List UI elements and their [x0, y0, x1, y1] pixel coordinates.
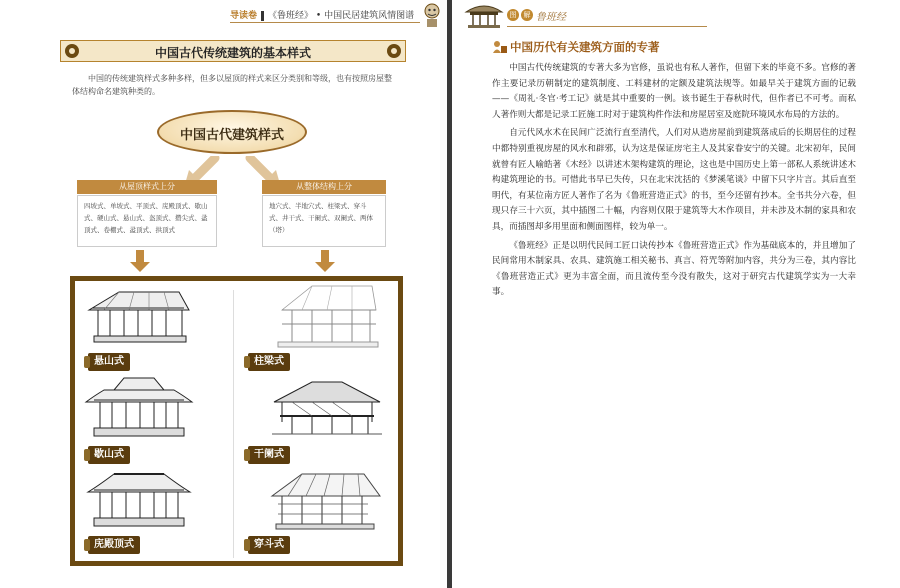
section-bullet-icon — [492, 40, 508, 54]
down-arrow-icon — [313, 250, 337, 274]
down-arrow-icon — [128, 250, 152, 274]
header-rule — [230, 22, 420, 23]
intro-text: 中国的传统建筑样式多种多样，但多以屋顶的样式来区分类别和等级，也有按照房屋整体结构命名建筑种类的。 — [72, 74, 392, 96]
header-badge-jie: 解 — [521, 9, 533, 21]
center-label: 中国古代建筑样式 — [179, 128, 284, 143]
label-xieshan: 歇山式 — [88, 446, 130, 464]
panel-divider — [233, 290, 234, 558]
wudian-building-icon — [84, 468, 194, 533]
lion-ornament-icon — [422, 2, 442, 28]
figure-title-bar — [60, 40, 406, 62]
section-title: 中国历代有关建筑方面的专著 — [510, 40, 660, 54]
header-badge-tu: 图 — [507, 9, 519, 21]
label-wudian: 庑殿顶式 — [88, 536, 140, 554]
right-page — [452, 0, 900, 588]
label-zhuliang: 柱梁式 — [248, 353, 290, 371]
category-structure-label: 从整体结构上分 — [262, 180, 386, 194]
category-structure-items: 地穴式、半地穴式、柱梁式、穿斗式、井干式、干阑式、双阑式、两体（塔） — [262, 195, 386, 247]
header-subtitle: 中国民居建筑风情图谱 — [324, 11, 415, 21]
running-header: 导读卷 《鲁班经》 • 中国民居建筑风情图谱 — [230, 11, 415, 21]
figure-title: 中国古代传统建筑的基本样式 — [154, 46, 311, 60]
paragraph: 《鲁班经》正是以明代民间工匠口诀传抄本《鲁班营造正式》作为基础底本的，并且增加了民间常用木制家具、农具、建筑施工相关秘书、真言、符咒等附加内容，共分为三卷，其内容比《鲁班营造正式》更为丰富全面，而且流传至今没有散失，这对于研究古代建筑学实为一大幸事。 — [492, 240, 856, 298]
corner-ornament-icon — [385, 42, 403, 60]
ganlan-building-icon — [272, 378, 382, 438]
label-xuanshan: 悬山式 — [88, 353, 130, 371]
label-chuandou: 穿斗式 — [248, 536, 290, 554]
xieshan-building-icon — [84, 376, 194, 441]
zhuliang-building-icon — [272, 282, 382, 350]
header-subtitle: 鲁班经 — [536, 12, 566, 23]
pavilion-ornament-icon — [464, 2, 504, 28]
header-divider — [261, 11, 264, 21]
body-text — [492, 61, 856, 304]
label-ganlan: 干阑式 — [248, 446, 290, 464]
center-oval — [157, 110, 307, 154]
paragraph: 中国古代传统建筑的专著大多为官修，虽说也有私人著作，但留下来的毕竟不多。官修的著作主要记录历朝制定的建筑制度、工料建材的定额及建筑法规等。如最早关于建筑方面的记载——《周礼·冬官·考工记》就是其中重要的一例。该书诞生于春秋时代，但作者已不可考。而私人著作则大都是记录工匠施工时对于建筑构件作法和房屋居室及庭院环境风水布局的方法的。 — [492, 63, 856, 120]
category-roof-label: 从屋顶样式上分 — [77, 180, 217, 194]
header-book: 《鲁班经》 — [268, 11, 314, 21]
left-page — [0, 0, 447, 588]
xuanshan-building-icon — [84, 288, 194, 348]
header-rule — [507, 26, 707, 27]
header-label: 导读卷 — [230, 11, 258, 21]
category-roof-items: 四坡式、单坡式、平顶式、庑殿顶式、歇山式、硬山式、悬山式、盔顶式、攒尖式、盝顶式、卷棚式、盝顶式、拱顶式 — [77, 195, 217, 247]
chuandou-building-icon — [268, 468, 383, 532]
paragraph: 自元代风水术在民间广泛流行直至清代，人们对从造房屋前到建筑落成后的长期居住的过程中都特别重视房屋的风水和辟邪，认为这是保证房宅主人及其家眷安宁的关键。北宋初年，民间就曾有匠人喻皓著《木经》以讲述木架构建筑的理论，这也是中国历史上第一部私人系统讲述木构建筑理论的书。可惜此书早已失传，只在北宋沈括的《梦溪笔谈》中留下只字片言。其后直至明代，有某位南方匠人著作了名为《鲁班营造正式》的书，至今还留有抄本。全书共分六卷，但现只存三十六页，其中插图二十幅，内容则仅限于建筑等大木作项目，并未涉及木制的家具和农具，而插图却多用里面和侧面图样，较为单一。 — [492, 128, 856, 232]
